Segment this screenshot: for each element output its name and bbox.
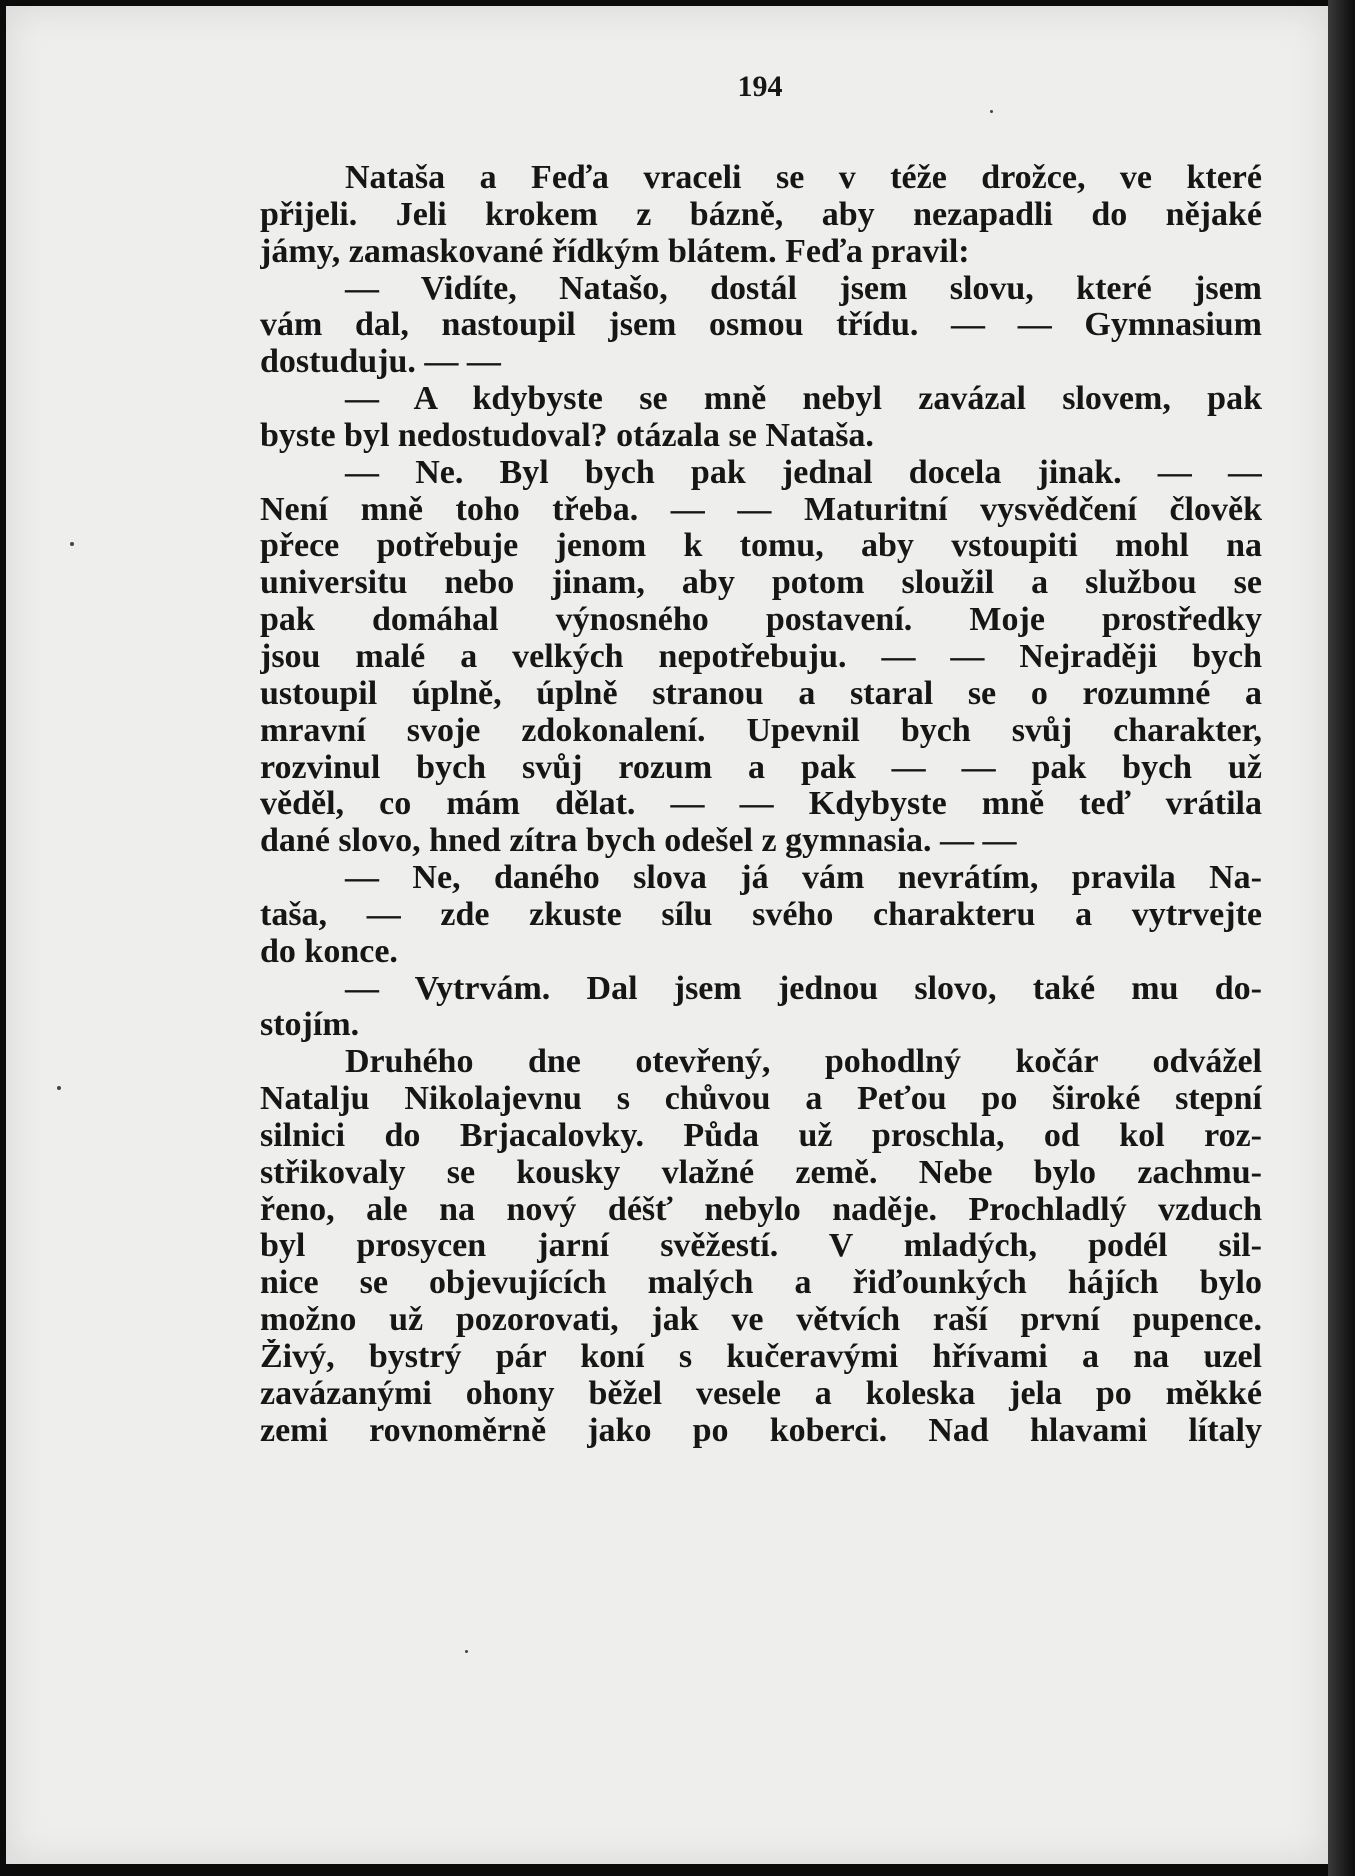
text-line: mravní svoje zdokonalení. Upevnil bych svůj charakter, (260, 712, 1262, 749)
text-line: zemi rovnoměrně jako po koberci. Nad hlavami lítaly (260, 1412, 1262, 1449)
text-line: možno už pozorovati, jak ve větvích raší první pupence. (260, 1302, 1262, 1339)
text-line: do konce. (260, 933, 398, 970)
text-line: Živý, bystrý pár koní s kučeravými hřívami a na uzel (260, 1339, 1262, 1375)
paper-speck (70, 542, 74, 546)
text-line: — Ne. Byl bych pak jednal docela jinak. — — (345, 454, 1262, 491)
text-line: — Vidíte, Natašo, dostál jsem slovu, které jsem (345, 270, 1262, 307)
text-line: rozvinul bych svůj rozum a pak — — pak bych už (260, 749, 1262, 786)
text-line: Natalju Nikolajevnu s chůvou a Peťou po široké stepní (260, 1081, 1262, 1118)
text-line: ustoupil úplně, úplně stranou a staral se o rozumné a (260, 675, 1262, 712)
text-line: dané slovo, hned zítra bych odešel z gymnasia. — — (260, 823, 1017, 860)
text-line: dostuduju. — — (260, 344, 501, 381)
text-line: zavázanými ohony běžel vesele a koleska jela po měkké (260, 1375, 1262, 1412)
text-line: střikovaly se kousky vlažné země. Nebe bylo zachmu- (260, 1154, 1262, 1191)
text-line: věděl, co mám dělat. — — Kdybyste mně teď vrátila (260, 786, 1262, 823)
text-line: nice se objevujících malých a řiďounkých hájích bylo (260, 1265, 1262, 1302)
text-line: Není mně toho třeba. — — Maturitní vysvědčení člověk (260, 491, 1262, 528)
text-line: byste byl nedostudoval? otázala se Nataša. (260, 417, 874, 454)
page-edge-shadow (1328, 0, 1355, 1876)
text-line: — Ne, daného slova já vám nevrátím, pravila Na- (345, 860, 1262, 897)
page-number: 194 (737, 70, 783, 103)
text-line: Druhého dne otevřený, pohodlný kočár odvážel (345, 1044, 1262, 1081)
paper-speck (990, 110, 993, 113)
paper-speck (465, 1650, 468, 1653)
text-line: jámy, zamaskované řídkým blátem. Feďa pravil: (260, 233, 970, 270)
text-line: Nataša a Feďa vraceli se v téže drožce, ve které (345, 160, 1262, 196)
text-line: universitu nebo jinam, aby potom sloužil a službou se (260, 565, 1262, 602)
text-line: vám dal, nastoupil jsem osmou třídu. — — Gymnasium (260, 307, 1262, 344)
text-line: řeno, ale na nový déšť nebylo naděje. Prochladlý vzduch (260, 1191, 1262, 1228)
text-line: — Vytrvám. Dal jsem jednou slovo, také mu do- (345, 970, 1262, 1007)
text-line: pak domáhal výnosného postavení. Moje prostředky (260, 602, 1262, 639)
text-line: stojím. (260, 1007, 360, 1044)
text-line: taša, — zde zkuste sílu svého charakteru a vytrvejte (260, 896, 1262, 933)
text-line: přijeli. Jeli krokem z bázně, aby nezapadli do nějaké (260, 196, 1262, 233)
text-line: jsou malé a velkých nepotřebuju. — — Nejraději bych (260, 638, 1262, 675)
text-line: — A kdybyste se mně nebyl zavázal slovem, pak (345, 381, 1262, 418)
body-text (260, 160, 1262, 1450)
paper-speck (57, 1086, 61, 1090)
text-line: byl prosycen jarní svěžestí. V mladých, podél sil- (260, 1228, 1262, 1265)
text-line: přece potřebuje jenom k tomu, aby vstoupiti mohl na (260, 528, 1262, 565)
text-line: silnici do Brjacalovky. Půda už proschla, od kol roz- (260, 1117, 1262, 1154)
